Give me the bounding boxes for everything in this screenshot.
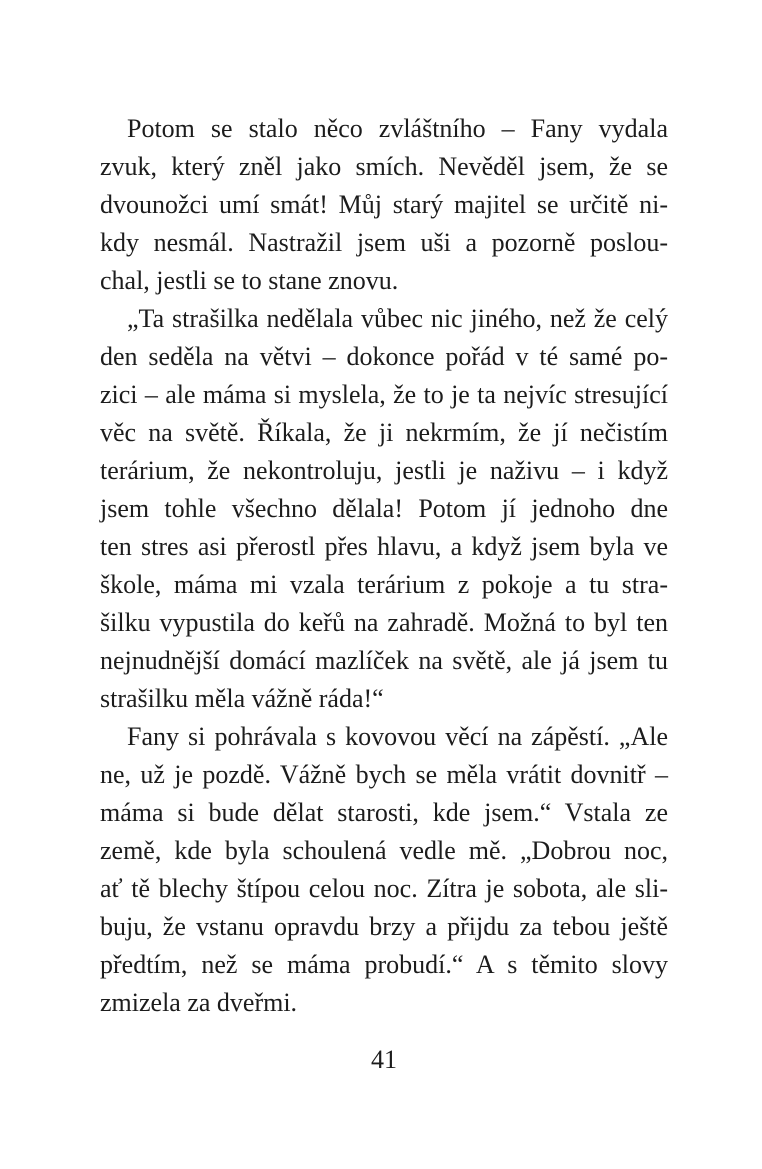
text-line: ten stres asi přerostl přes hlavu, a když jsem byla ve: [100, 532, 668, 561]
text-line: „Ta strašilka nedělala vůbec nic jiného, než že celý: [127, 304, 668, 333]
text-line: ne, už je pozdě. Vážně bych se měla vrátit dovnitř –: [100, 760, 668, 789]
text-line: ať tě blechy štípou celou noc. Zítra je sobota, ale sli-: [100, 874, 668, 903]
text-line: země, kde byla schoulená vedle mě. „Dobrou noc,: [100, 836, 668, 865]
text-line: buju, že vstanu opravdu brzy a přijdu za tebou ještě: [100, 912, 668, 941]
text-line: jsem tohle všechno dělala! Potom jí jednoho dne: [100, 494, 668, 523]
text-line: kdy nesmál. Nastražil jsem uši a pozorně poslou-: [100, 228, 668, 257]
text-line: škole, máma mi vzala terárium z pokoje a tu stra-: [100, 570, 668, 599]
text-line: zmizela za dveřmi.: [100, 988, 298, 1017]
paragraph: [100, 718, 668, 1022]
text-line: nejnudnější domácí mazlíček na světě, ale já jsem tu: [100, 646, 668, 675]
text-line: dvounožci umí smát! Můj starý majitel se určitě ni-: [100, 190, 668, 219]
paragraph: [100, 300, 668, 718]
text-line: máma si bude dělat starosti, kde jsem.“ Vstala ze: [100, 798, 668, 827]
text-line: Potom se stalo něco zvláštního – Fany vydala: [127, 114, 668, 143]
text-line: chal, jestli se to stane znovu.: [100, 266, 399, 295]
page-text-block: [100, 110, 668, 1022]
text-line: zvuk, který zněl jako smích. Nevěděl jsem, že se: [100, 152, 668, 181]
text-line: terárium, že nekontroluju, jestli je naživu – i když: [100, 456, 668, 485]
text-line: věc na světě. Říkala, že ji nekrmím, že jí nečistím: [100, 418, 668, 447]
text-line: předtím, než se máma probudí.“ A s těmito slovy: [100, 950, 668, 979]
text-line: strašilku měla vážně ráda!“: [100, 684, 384, 713]
text-line: den seděla na větvi – dokonce pořád v té samé po-: [100, 342, 668, 371]
page-number: 41: [371, 1045, 397, 1074]
text-line: šilku vypustila do keřů na zahradě. Možná to byl ten: [100, 608, 668, 637]
text-line: zici – ale máma si myslela, že to je ta nejvíc stresující: [100, 380, 668, 409]
text-line: Fany si pohrávala s kovovou věcí na zápěstí. „Ale: [127, 722, 668, 751]
paragraph: [100, 110, 668, 300]
